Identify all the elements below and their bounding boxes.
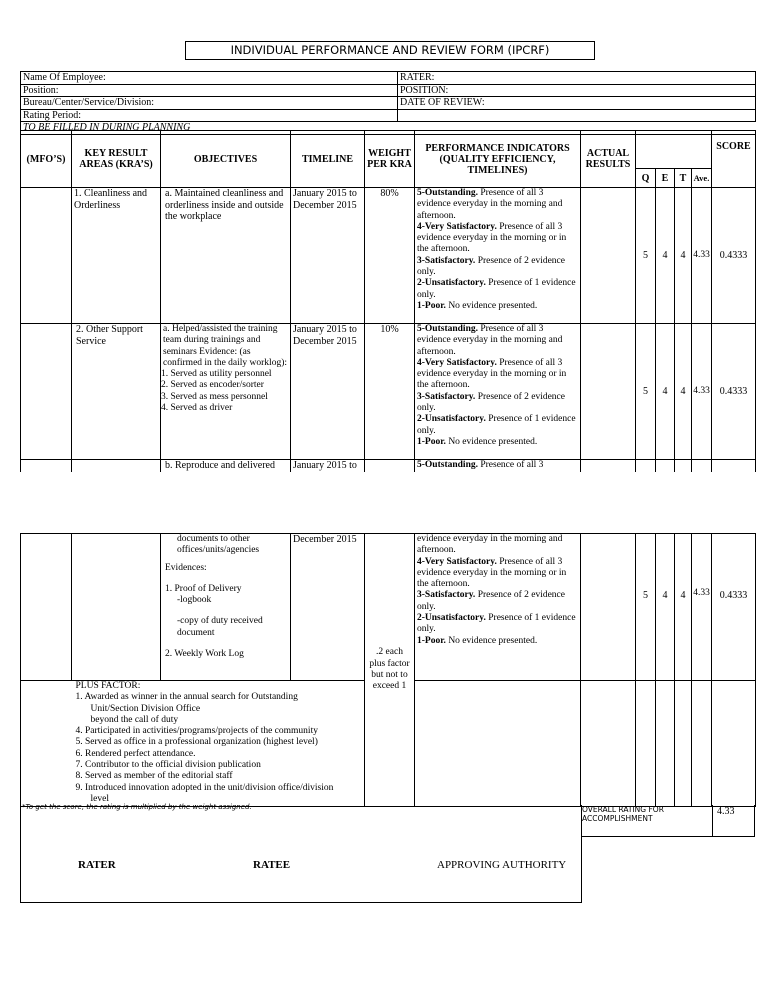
indicators-cell	[415, 534, 581, 681]
indicator-label: 2-Unsatisfactory.	[417, 613, 486, 624]
plus-factor-item: 6. Rendered perfect attendance.	[75, 748, 196, 759]
kra-cell: 2. Other Support Service	[72, 324, 161, 460]
plus-factor-item: 7. Contributor to the official division publication	[75, 760, 261, 771]
score-value: 0.4333	[712, 534, 756, 681]
rater-signature-label: RATER	[78, 859, 116, 871]
q-rating: 5	[636, 534, 656, 681]
indicators-cell	[415, 460, 581, 472]
objective-cell: a. Maintained cleanliness and orderliness inside and outside the workplace	[161, 188, 291, 324]
plus-factor-weight: .2 each plus factor but not to exceed 1	[365, 534, 415, 807]
header-actual-results: ACTUAL RESULTS	[581, 131, 636, 188]
indicator-text: Presence of all 3 evidence everyday in the morning or in the afternoon.	[417, 221, 567, 255]
objective-cell	[161, 324, 291, 460]
e-rating: 4	[656, 324, 675, 460]
plus-factor-item: 8. Served as member of the editorial staff	[75, 771, 233, 782]
indicator-text: Presence of 1 evidence only.	[417, 613, 576, 635]
indicator-label: 1-Poor.	[417, 635, 446, 646]
planning-note: TO BE FILLED IN DURING PLANNING	[21, 122, 756, 135]
table-row	[21, 324, 756, 460]
timeline-cell: January 2015 to December 2015	[291, 324, 365, 460]
timeline-cell: January 2015 to December 2015	[291, 188, 365, 324]
t-rating: 4	[675, 534, 692, 681]
objective-item: 2. Served as encoder/sorter	[161, 380, 264, 391]
overall-rating-value: 4.33	[717, 806, 735, 817]
indicator-text: No evidence presented.	[445, 300, 538, 311]
indicator-text: Presence of 1 evidence only.	[417, 414, 576, 436]
indicator-text: Presence of 1 evidence only.	[417, 278, 576, 300]
header-q: Q	[636, 169, 656, 188]
plus-factor-item: level	[90, 793, 109, 804]
e-rating: 4	[656, 534, 675, 681]
plus-factor-item: beyond the call of duty	[90, 714, 179, 725]
plus-factor-item: 5. Served as office in a professional organization (highest level)	[75, 737, 318, 748]
timeline-cell: December 2015	[291, 534, 365, 681]
indicator-text: Presence of all 3	[477, 460, 544, 470]
objective-cell: b. Reproduce and delivered	[161, 460, 291, 472]
position-field: Position:	[21, 84, 398, 97]
weight-cell: 80%	[365, 188, 415, 324]
table-row	[21, 460, 756, 472]
evidence-item: 2. Weekly Work Log	[165, 649, 244, 660]
evidence-subitem: -logbook	[177, 595, 212, 606]
header-indicators: PERFORMANCE INDICATORS (QUALITY EFFICIENCY, TIMELINES)	[415, 131, 581, 188]
header-t: T	[675, 169, 692, 188]
header-score: SCORE	[712, 131, 756, 188]
table-row	[21, 188, 756, 324]
indicator-text: evidence everyday in the morning and afternoon.	[417, 534, 563, 556]
indicator-text: Presence of all 3 evidence everyday in the morning or in the afternoon.	[417, 357, 567, 391]
score-value: 0.4333	[712, 324, 756, 460]
ave-rating: 4.33	[692, 534, 712, 681]
indicators-cell	[415, 324, 581, 460]
performance-table-page-1	[20, 130, 756, 472]
indicator-label: 2-Unsatisfactory.	[417, 414, 486, 425]
indicator-text: Presence of 2 evidence only.	[417, 391, 565, 414]
review-date-field: DATE OF REVIEW:	[398, 97, 756, 110]
approving-authority-label: APPROVING AUTHORITY	[437, 859, 567, 871]
plus-factor-cell	[72, 681, 365, 807]
indicator-label: 1-Poor.	[417, 436, 446, 447]
indicator-text: No evidence presented.	[445, 635, 538, 646]
indicator-label: 4-Very Satisfactory.	[417, 221, 497, 232]
plus-factor-item: 1. Awarded as winner in the annual search for Outstanding	[75, 692, 298, 703]
score-footnote: *To get the score, the rating is multiplied by the weight assigned.	[22, 803, 252, 811]
header-objectives: OBJECTIVES	[161, 131, 291, 188]
indicator-label: 5-Outstanding.	[417, 460, 478, 470]
ave-rating: 4.33	[692, 324, 712, 460]
header-weight: WEIGHT PER KRA	[365, 131, 415, 188]
performance-table-page-2	[20, 533, 756, 807]
indicator-text: Presence of 2 evidence only.	[417, 590, 565, 612]
score-value: 0.4333	[712, 188, 756, 324]
indicator-label: 5-Outstanding.	[417, 324, 478, 334]
overall-rating-label: OVERALL RATING FOR ACCOMPLISHMENT	[582, 805, 664, 823]
evidence-subitem: -copy of duty received document	[177, 616, 263, 638]
rater-position-field: POSITION:	[398, 84, 756, 97]
t-rating: 4	[675, 324, 692, 460]
indicator-text: Presence of all 3 evidence everyday in the morning or in the afternoon.	[417, 556, 567, 590]
timeline-cell: January 2015 to	[291, 460, 365, 472]
bureau-field: Bureau/Center/Service/Division:	[21, 97, 398, 110]
indicator-label: 4-Very Satisfactory.	[417, 556, 497, 567]
objective-item: 4. Served as driver	[161, 403, 233, 414]
q-rating: 5	[636, 324, 656, 460]
indicators-cell	[415, 188, 581, 324]
indicator-label: 2-Unsatisfactory.	[417, 278, 486, 289]
table-row	[21, 534, 756, 681]
weight-cell: 10%	[365, 324, 415, 460]
header-mfo: (MFO’S)	[21, 131, 72, 188]
plus-factor-item: Unit/Section Division Office	[90, 703, 201, 714]
evidence-item: 1. Proof of Delivery	[165, 583, 242, 594]
header-kra: KEY RESULT AREAS (KRA’S)	[72, 131, 161, 188]
ave-rating: 4.33	[692, 188, 712, 324]
form-title: INDIVIDUAL PERFORMANCE AND REVIEW FORM (IPCRF)	[185, 41, 595, 60]
indicator-text: Presence of all 3 evidence everyday in the morning and afternoon.	[417, 324, 563, 357]
rater-field: RATER:	[398, 72, 756, 85]
indicator-label: 3-Satisfactory.	[417, 590, 476, 601]
e-rating: 4	[656, 188, 675, 324]
indicator-label: 4-Very Satisfactory.	[417, 357, 497, 368]
header-ave: Ave.	[692, 169, 712, 188]
indicator-text: No evidence presented.	[445, 436, 538, 447]
rating-period-field: Rating Period:	[21, 109, 398, 122]
plus-factor-item: 9. Introduced innovation adopted in the unit/division office/division	[75, 782, 334, 793]
indicator-label: 3-Satisfactory.	[417, 255, 476, 266]
signature-box	[20, 805, 582, 903]
ratee-signature-label: RATEE	[253, 859, 291, 871]
objective-cell	[161, 534, 291, 681]
header-timeline: TIMELINE	[291, 131, 365, 188]
employee-name-field: Name Of Employee:	[21, 72, 398, 85]
header-e: E	[656, 169, 675, 188]
objective-continued: documents to other offices/units/agencies	[177, 534, 260, 556]
indicator-label: 1-Poor.	[417, 300, 446, 311]
objective-item: 1. Served as utility personnel	[161, 369, 272, 380]
kra-cell: 1. Cleanliness and Orderliness	[72, 188, 161, 324]
indicator-text: Presence of 2 evidence only.	[417, 255, 565, 278]
employee-info-table	[20, 71, 756, 135]
objective-item: 3. Served as mess personnel	[161, 391, 268, 402]
plus-factor-item: 4. Participated in activities/programs/projects of the community	[75, 726, 318, 737]
t-rating: 4	[675, 188, 692, 324]
q-rating: 5	[636, 188, 656, 324]
indicator-label: 3-Satisfactory.	[417, 391, 476, 402]
plus-factor-label: PLUS FACTOR:	[75, 681, 141, 691]
evidences-label: Evidences:	[165, 562, 207, 573]
objective-intro: a. Helped/assisted the training team during trainings and seminars Evidence: (as confirmed in the daily worklog):	[163, 324, 287, 368]
indicator-text: Presence of all 3 evidence everyday in the morning and afternoon.	[417, 188, 563, 221]
indicator-label: 5-Outstanding.	[417, 188, 478, 198]
